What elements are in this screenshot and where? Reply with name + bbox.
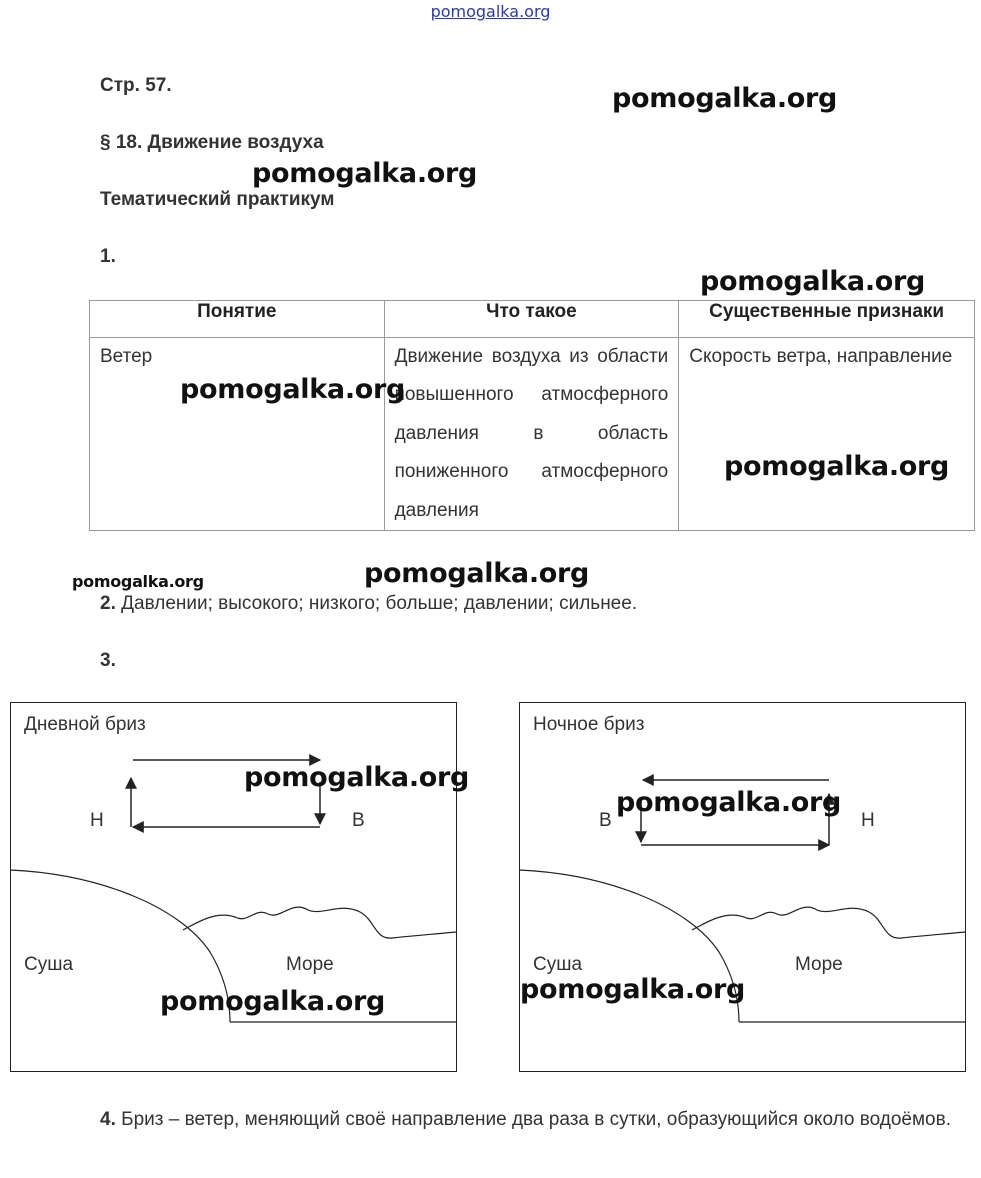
watermark: pomogalka.org <box>160 986 386 1017</box>
top-watermark-link[interactable]: pomogalka.org <box>430 2 551 21</box>
land-label: Суша <box>533 954 583 975</box>
sea-label: Море <box>795 954 843 975</box>
task-2-text: Давлении; высокого; низкого; больше; давлении; сильнее. <box>115 593 638 614</box>
section-title: § 18. Движение воздуха <box>100 132 324 153</box>
watermark: pomogalka.org <box>616 787 842 818</box>
watermark: pomogalka.org <box>252 158 478 189</box>
concept-table <box>89 300 975 531</box>
task-3-number: 3. <box>100 650 116 671</box>
table-cell-features: Скорость ветра, направление <box>679 338 975 531</box>
watermark: pomogalka.org <box>72 572 204 591</box>
watermark: pomogalka.org <box>180 374 406 405</box>
watermark: pomogalka.org <box>724 451 950 482</box>
night-breeze-diagram <box>519 702 966 1072</box>
land-label: Суша <box>24 954 74 975</box>
diagram-title: Дневной бриз <box>24 714 146 735</box>
subtitle: Тематический практикум <box>100 189 335 210</box>
pressure-label-right: В <box>352 810 365 831</box>
task-4-number: 4. <box>100 1109 116 1130</box>
page-reference: Стр. 57. <box>100 75 172 96</box>
pressure-label-left: Н <box>90 810 104 831</box>
watermark: pomogalka.org <box>364 558 590 589</box>
diagram-title: Ночное бриз <box>533 714 645 735</box>
watermark: pomogalka.org <box>700 266 926 297</box>
table-header-concept: Понятие <box>90 301 385 338</box>
table-row <box>90 338 975 531</box>
watermark: pomogalka.org <box>244 762 470 793</box>
sea-label: Море <box>286 954 334 975</box>
task-1-number: 1. <box>100 246 116 267</box>
watermark: pomogalka.org <box>612 83 838 114</box>
table-header-row <box>90 301 975 338</box>
task-2 <box>100 593 637 615</box>
table-header-what: Что такое <box>384 301 679 338</box>
diagram-frame <box>520 703 966 1072</box>
pressure-label-right: Н <box>861 810 875 831</box>
task-4 <box>100 1101 964 1139</box>
pressure-label-left: В <box>599 810 612 831</box>
table-cell-definition: Движение воздуха из области повышенного атмосферного давления в область пониженного атмосферного давления <box>384 338 679 531</box>
table-cell-term: Ветер <box>90 338 385 531</box>
table-header-features: Существенные признаки <box>679 301 975 338</box>
watermark: pomogalka.org <box>520 974 746 1005</box>
task-2-number: 2. <box>100 593 116 614</box>
task-4-text: Бриз – ветер, меняющий своё направление два раза в сутки, образующийся около водоёмов. <box>115 1109 951 1130</box>
